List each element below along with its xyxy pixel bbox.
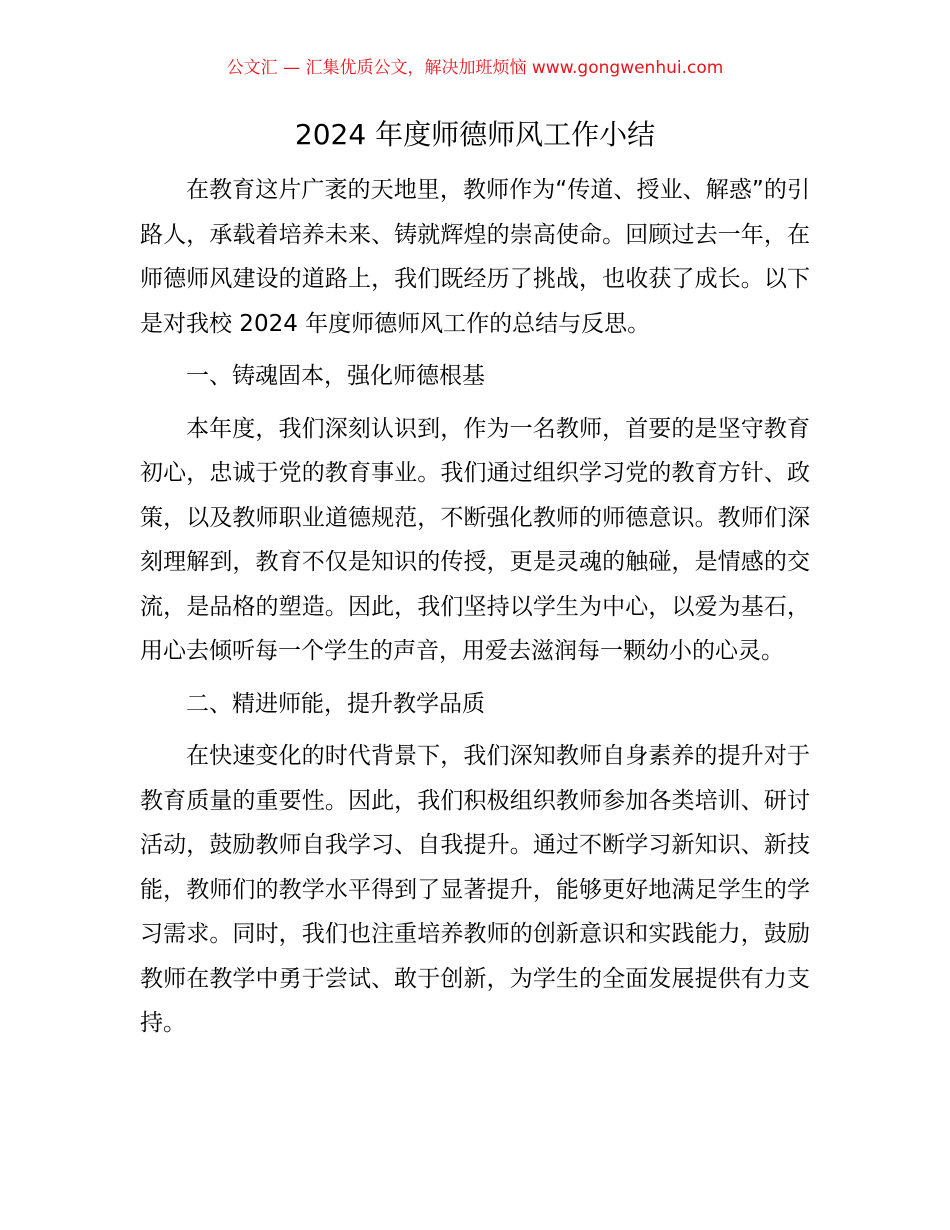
section-heading-1: 一、铸魂固本，强化师德根基 bbox=[186, 363, 485, 389]
section-1-paragraph: 本年度，我们深刻认识到，作为一名教师，首要的是坚守教育初心，忠诚于党的教育事业。我们通过组织学习党的教育方针、政策，以及教师职业道德规范，不断强化教师的师德意识。教师们深刻理解到，教育不仅是知识的传授，更是灵魂的触碰，是情感的交流，是品格的塑造。因此，我们坚持以学生为中心，以爱为基石，用心去倾听每一个学生的声音，用爱去滋润每一颗幼小的心灵。 bbox=[140, 415, 810, 664]
section-heading-2: 二、精进师能，提升教学品质 bbox=[186, 690, 485, 717]
intro-paragraph: 在教育这片广袤的天地里，教师作为“传道、授业、解惑”的引路人，承载着培养未来、铸就辉煌的崇高使命。回顾过去一年，在师德师风建设的道路上，我们既经历了挑战，也收获了成长。以下是对我校 2024 年度师德师风工作的总结与反思。 bbox=[140, 177, 810, 337]
section-2-paragraph: 在快速变化的时代背景下，我们深知教师自身素养的提升对于教育质量的重要性。因此，我们积极组织教师参加各类培训、研讨活动，鼓励教师自我学习、自我提升。通过不断学习新知识、新技能，教师们的教学水平得到了显著提升，能够更好地满足学生的学习需求。同时，我们也注重培养教师的创新意识和实践能力，鼓励教师在教学中勇于尝试、敢于创新，为学生的全面发展提供有力支持。 bbox=[140, 743, 810, 1036]
document-title: 2024 年度师德师风工作小结 bbox=[294, 118, 656, 151]
watermark-banner: 公文汇 — 汇集优质公文，解决加班烦恼 www.gongwenhui.com bbox=[226, 58, 724, 78]
document-body bbox=[140, 168, 810, 1046]
